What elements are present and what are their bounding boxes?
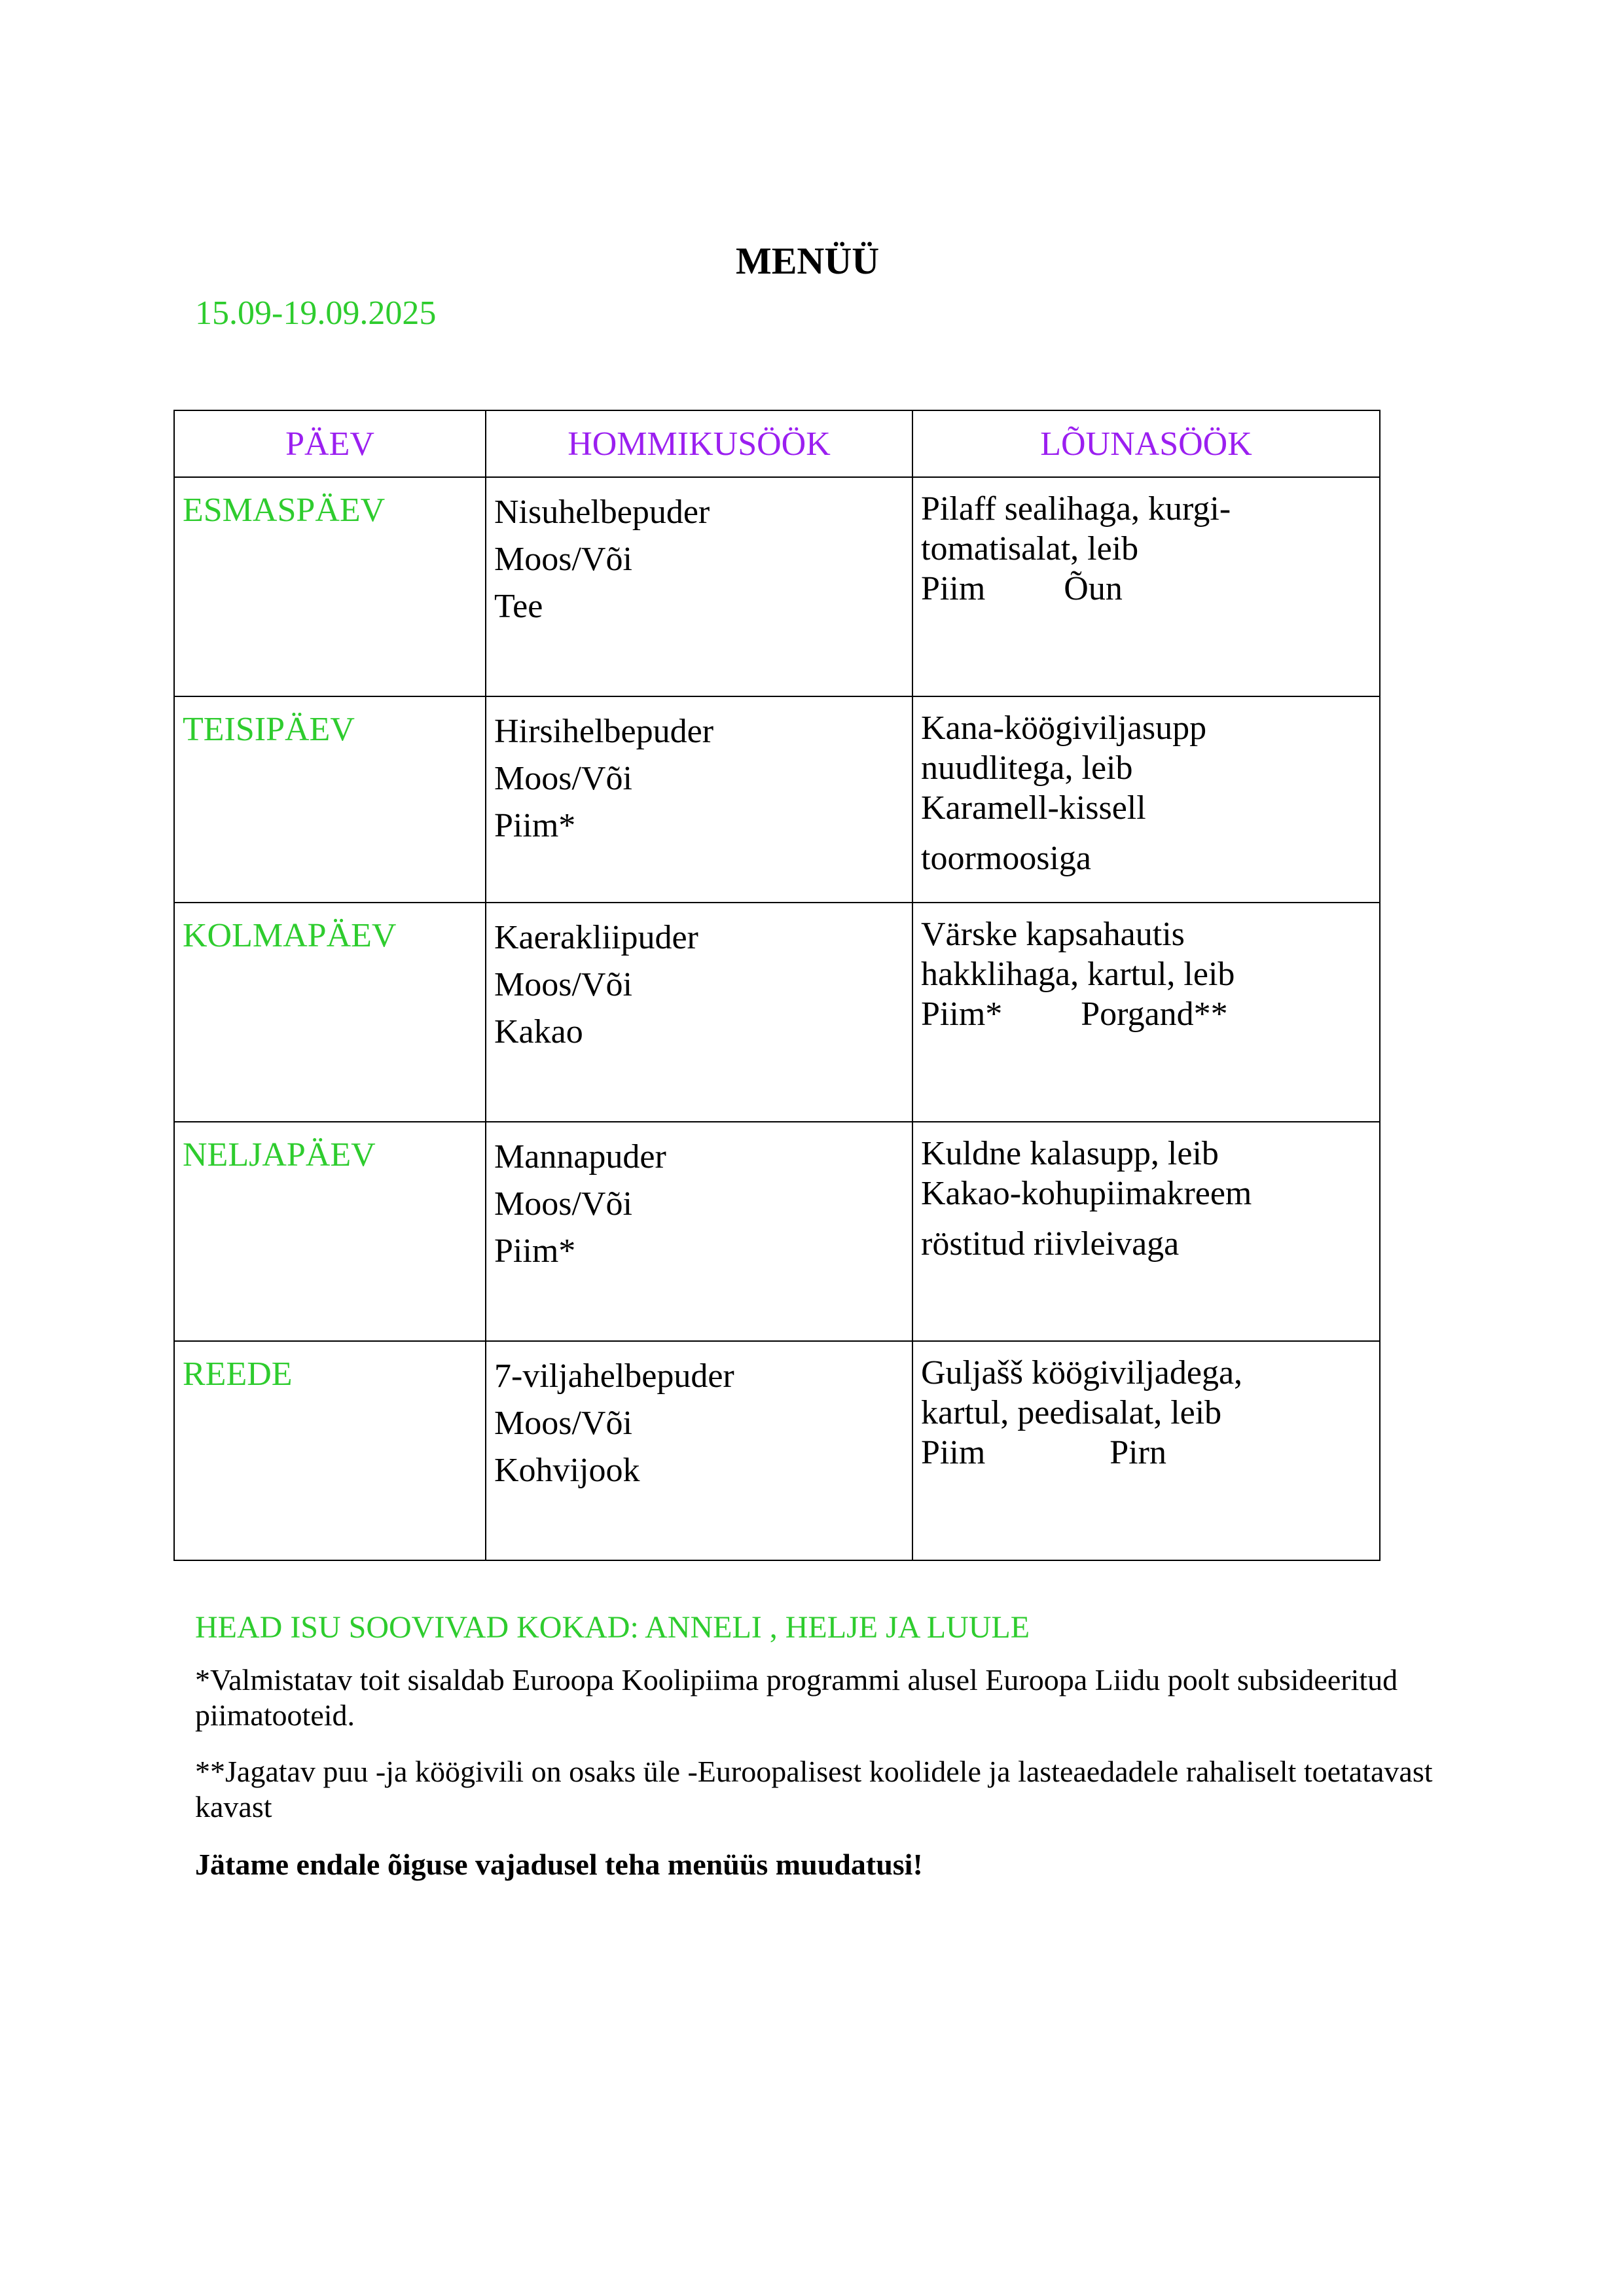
lunch-fruit: Pirn <box>1110 1434 1166 1471</box>
change-disclaimer: Jätame endale õiguse vajadusel teha menüüs muudatusi! <box>195 1848 923 1881</box>
day-label: NELJAPÄEV <box>183 1136 376 1174</box>
breakfast-item: Moos/Või <box>494 1405 632 1442</box>
lunch-cell <box>912 1341 1380 1560</box>
breakfast-cell <box>486 1122 912 1341</box>
day-cell <box>174 1122 486 1341</box>
header-lunch: LÕUNASÖÖK <box>912 410 1380 477</box>
lunch-drink: Piim <box>921 1434 986 1471</box>
page-title: MENÜÜ <box>736 240 880 282</box>
breakfast-item: Moos/Või <box>494 966 632 1003</box>
breakfast-item: Kohvijook <box>494 1452 640 1489</box>
day-label: ESMASPÄEV <box>183 492 386 529</box>
cooks-greeting: HEAD ISU SOOVIVAD KOKAD: ANNELI , HELJE JA LUULE <box>195 1610 1030 1645</box>
table-header-row <box>174 410 1380 477</box>
lunch-cell <box>912 903 1380 1122</box>
breakfast-item: Hirsihelbepuder <box>494 713 714 750</box>
breakfast-cell <box>486 477 912 696</box>
breakfast-item: 7-viljahelbepuder <box>494 1357 734 1395</box>
breakfast-item: Moos/Või <box>494 1185 632 1223</box>
day-label: KOLMAPÄEV <box>183 917 397 954</box>
milk-program-note: *Valmistatav toit sisaldab Euroopa Koolipiima programmi alusel Euroopa Liidu poolt subsideeritud piimatooteid. <box>195 1663 1398 1732</box>
lunch-extras <box>921 1431 1371 1475</box>
breakfast-item: Moos/Või <box>494 541 632 578</box>
breakfast-cell <box>486 1341 912 1560</box>
table-row <box>174 1341 1380 1560</box>
lunch-item: Värske kapsahautis <box>921 916 1185 953</box>
day-cell <box>174 903 486 1122</box>
lunch-item: röstitud riivleivaga <box>921 1225 1180 1263</box>
lunch-item: toormoosiga <box>921 840 1091 877</box>
breakfast-item: Nisuhelbepuder <box>494 493 710 531</box>
header-breakfast: HOMMIKUSÖÖK <box>486 410 912 477</box>
lunch-item: hakklihaga, kartul, leib <box>921 956 1235 993</box>
lunch-cell <box>912 477 1380 696</box>
lunch-item: Kuldne kalasupp, leib <box>921 1135 1219 1172</box>
date-range: 15.09-19.09.2025 <box>195 295 437 332</box>
breakfast-item: Kakao <box>494 1013 583 1050</box>
day-label: TEISIPÄEV <box>183 711 355 748</box>
lunch-item: nuudlitega, leib <box>921 749 1133 787</box>
lunch-extras <box>921 567 1371 611</box>
lunch-vegetable: Porgand** <box>1081 996 1228 1033</box>
breakfast-item: Moos/Või <box>494 760 632 797</box>
day-cell <box>174 477 486 696</box>
table-row <box>174 1122 1380 1341</box>
lunch-cell <box>912 696 1380 903</box>
menu-table <box>173 410 1380 1561</box>
lunch-fruit: Õun <box>1064 570 1123 607</box>
lunch-item: kartul, peedisalat, leib <box>921 1394 1222 1431</box>
breakfast-item: Kaerakliipuder <box>494 919 698 956</box>
lunch-item: Pilaff sealihaga, kurgi- <box>921 490 1231 528</box>
table-row <box>174 903 1380 1122</box>
day-label: REEDE <box>183 1355 293 1393</box>
lunch-drink: Piim* <box>921 996 1003 1033</box>
lunch-item: Kakao-kohupiimakreem <box>921 1175 1252 1212</box>
lunch-cell <box>912 1122 1380 1341</box>
breakfast-item: Tee <box>494 588 543 625</box>
lunch-drink: Piim <box>921 570 986 607</box>
lunch-item: Karamell-kissell <box>921 789 1146 827</box>
lunch-extras <box>921 992 1371 1036</box>
breakfast-cell <box>486 696 912 903</box>
lunch-item: Kana-köögiviljasupp <box>921 709 1207 747</box>
header-day: PÄEV <box>174 410 486 477</box>
day-cell <box>174 1341 486 1560</box>
fruit-program-note: **Jagatav puu -ja köögivili on osaks üle -Euroopalisest koolidele ja lasteaedadele rahaliselt toetatavast kavast <box>195 1755 1433 1823</box>
lunch-item: tomatisalat, leib <box>921 530 1139 567</box>
breakfast-cell <box>486 903 912 1122</box>
breakfast-item: Piim* <box>494 807 576 844</box>
breakfast-item: Mannapuder <box>494 1138 666 1175</box>
day-cell <box>174 696 486 903</box>
table-row <box>174 477 1380 696</box>
lunch-item: Guljašš köögiviljadega, <box>921 1354 1243 1391</box>
breakfast-item: Piim* <box>494 1232 576 1270</box>
table-row <box>174 696 1380 903</box>
